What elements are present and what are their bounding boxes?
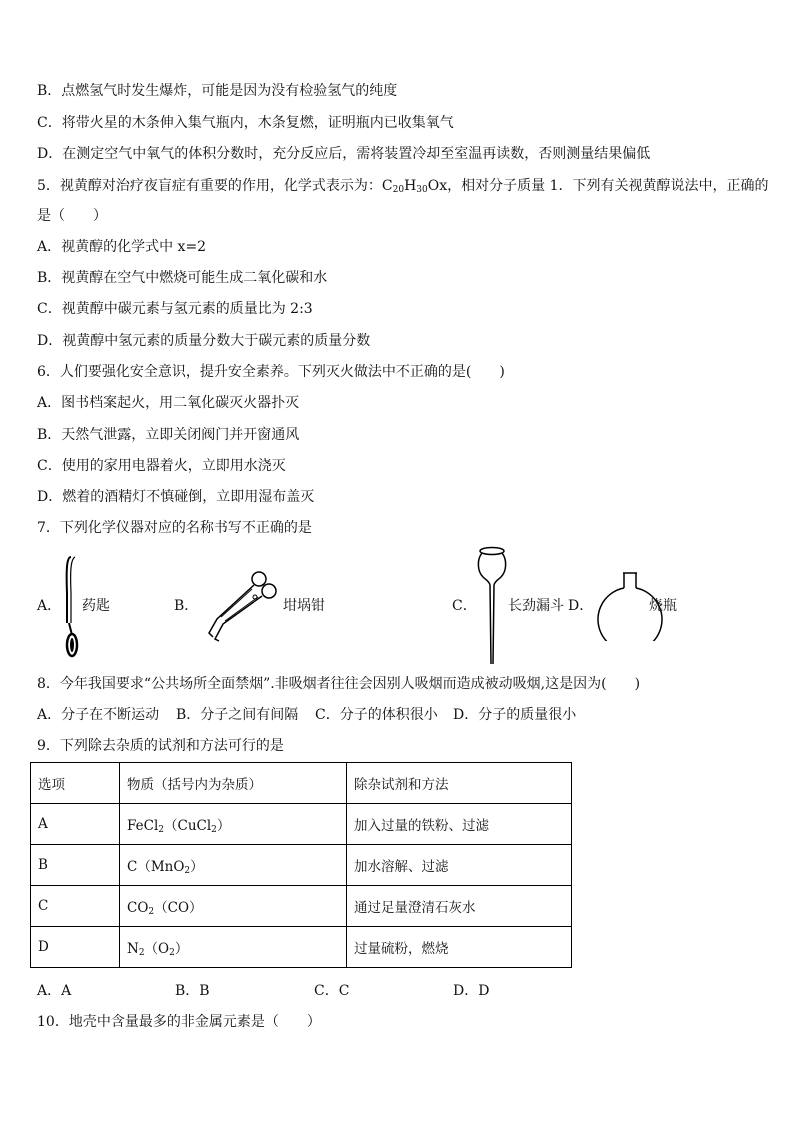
formula-subscript: 2 (158, 825, 164, 835)
q5-option-d: D．视黄醇中氢元素的质量分数大于碳元素的质量分数 (37, 333, 371, 349)
formula-subscript: 2 (148, 907, 155, 917)
table-row (31, 927, 572, 968)
q5-formula-h: H (404, 178, 417, 194)
q9-stem: 9．下列除去杂质的试剂和方法可行的是 (37, 738, 284, 754)
q6-option-a: A．图书档案起火，用二氧化碳灭火器扑灭 (37, 395, 300, 411)
q4-option-d: D．在测定空气中氧气的体积分数时，充分反应后，需将装置冷却至室温再读数，否则测量结果偏低 (37, 146, 651, 162)
q4-option-b: B．点燃氢气时发生爆炸，可能是因为没有检验氢气的纯度 (37, 83, 398, 99)
formula-subscript: 2 (211, 825, 217, 835)
q10-stem: 10．地壳中含量最多的非金属元素是（ ） (37, 1014, 321, 1030)
table-cell-option: C (31, 886, 120, 927)
table-header-option: 选项 (31, 763, 120, 804)
formula-part: ） (174, 941, 189, 957)
q5-option-b: B．视黄醇在空气中燃烧可能生成二氧化碳和水 (37, 270, 328, 286)
q7-option-d-name: 烧瓶 (649, 598, 677, 614)
q8-option-c: C．分子的体积很小 (315, 707, 438, 723)
table-cell-method: 加水溶解、过滤 (347, 845, 572, 886)
table-row (31, 886, 572, 927)
formula-part: （O (144, 941, 170, 957)
q7-stem: 7．下列化学仪器对应的名称书写不正确的是 (37, 520, 312, 536)
q7-option-a-letter: A． (37, 598, 62, 614)
table-cell-substance (120, 927, 347, 968)
q5-stem-line2: 是（ ） (37, 208, 107, 224)
formula-subscript: 2 (184, 866, 191, 876)
table-cell-substance (120, 845, 347, 886)
q8-option-a: A．分子在不断运动 (37, 707, 160, 723)
q9-option-c: C．C (314, 983, 350, 999)
table-cell-method: 过量硫粉，燃烧 (347, 927, 572, 968)
q8-stem: 8．今年我国要求“公共场所全面禁烟”.非吸烟者往往会因别人吸烟而造成被动吸烟,这是因为( ) (37, 676, 641, 692)
q8-option-b: B．分子之间有间隔 (176, 707, 299, 723)
q6-stem: 6．人们要强化安全意识，提升安全素养。下列灭火做法中不正确的是( ) (37, 364, 505, 380)
table-cell-substance (120, 804, 347, 845)
table-header-substance: 物质（括号内为杂质） (120, 763, 347, 804)
q7-option-a-name: 药匙 (82, 598, 110, 614)
q8-option-d: D．分子的质量很小 (453, 707, 577, 723)
formula-part: C（MnO (127, 859, 185, 875)
formula-part: ） (216, 818, 231, 834)
table-cell-substance (120, 886, 347, 927)
formula-subscript: 2 (169, 948, 175, 958)
formula-part: FeCl (127, 818, 159, 834)
table-row (31, 845, 572, 886)
table-cell-option: D (31, 927, 120, 968)
q7-option-b-letter: B． (174, 598, 199, 614)
table-row (31, 804, 572, 845)
formula-subscript: 2 (138, 948, 145, 958)
table-header-row (31, 763, 572, 804)
q9-option-a: A．A (37, 983, 72, 999)
q9-option-b: B．B (175, 983, 210, 999)
q6-option-b: B．天然气泄露，立即关闭阀门并开窗通风 (37, 427, 300, 443)
crucible-tongs-illustration (205, 567, 279, 643)
table-cell-option: A (31, 804, 120, 845)
long-neck-funnel-illustration (475, 545, 509, 667)
table-cell-method: 加入过量的铁粉、过滤 (347, 804, 572, 845)
formula-part: ） (190, 859, 204, 875)
q7-option-c-letter: C． (452, 598, 477, 614)
q5-stem (37, 176, 768, 196)
q6-option-c: C．使用的家用电器着火，立即用水浇灭 (37, 458, 286, 474)
formula-part: （CO） (154, 900, 203, 916)
q5-formula-sub-h: 30 (416, 185, 428, 195)
q7-option-b-name: 坩埚钳 (283, 598, 325, 614)
q7-option-d-letter: D． (568, 598, 594, 614)
formula-part: N (127, 941, 139, 957)
formula-part: （CuCl (164, 818, 212, 834)
q6-option-d: D．燃着的酒精灯不慎碰倒，立即用湿布盖灭 (37, 489, 315, 505)
q5-formula-sub-c: 20 (392, 185, 405, 195)
table-cell-method: 通过足量澄清石灰水 (347, 886, 572, 927)
table-cell-option: B (31, 845, 120, 886)
q9-option-d: D．D (453, 983, 490, 999)
q5-stem-part-b: Ox，相对分子质量 1．下列有关视黄醇说法中，正确的 (427, 178, 769, 194)
q5-stem-part-a: 5．视黄醇对治疗夜盲症有重要的作用，化学式表示为：C (37, 178, 393, 194)
q4-option-c: C．将带火星的木条伸入集气瓶内，木条复燃，证明瓶内已收集氧气 (37, 115, 454, 131)
q5-option-c: C．视黄醇中碳元素与氢元素的质量比为 2:3 (37, 301, 313, 317)
q9-table (30, 762, 572, 968)
q7-option-c-name: 长劲漏斗 (508, 598, 564, 614)
table-header-method: 除杂试剂和方法 (347, 763, 572, 804)
q5-option-a: A．视黄醇的化学式中 x=2 (37, 239, 207, 255)
formula-part: CO (127, 900, 149, 916)
